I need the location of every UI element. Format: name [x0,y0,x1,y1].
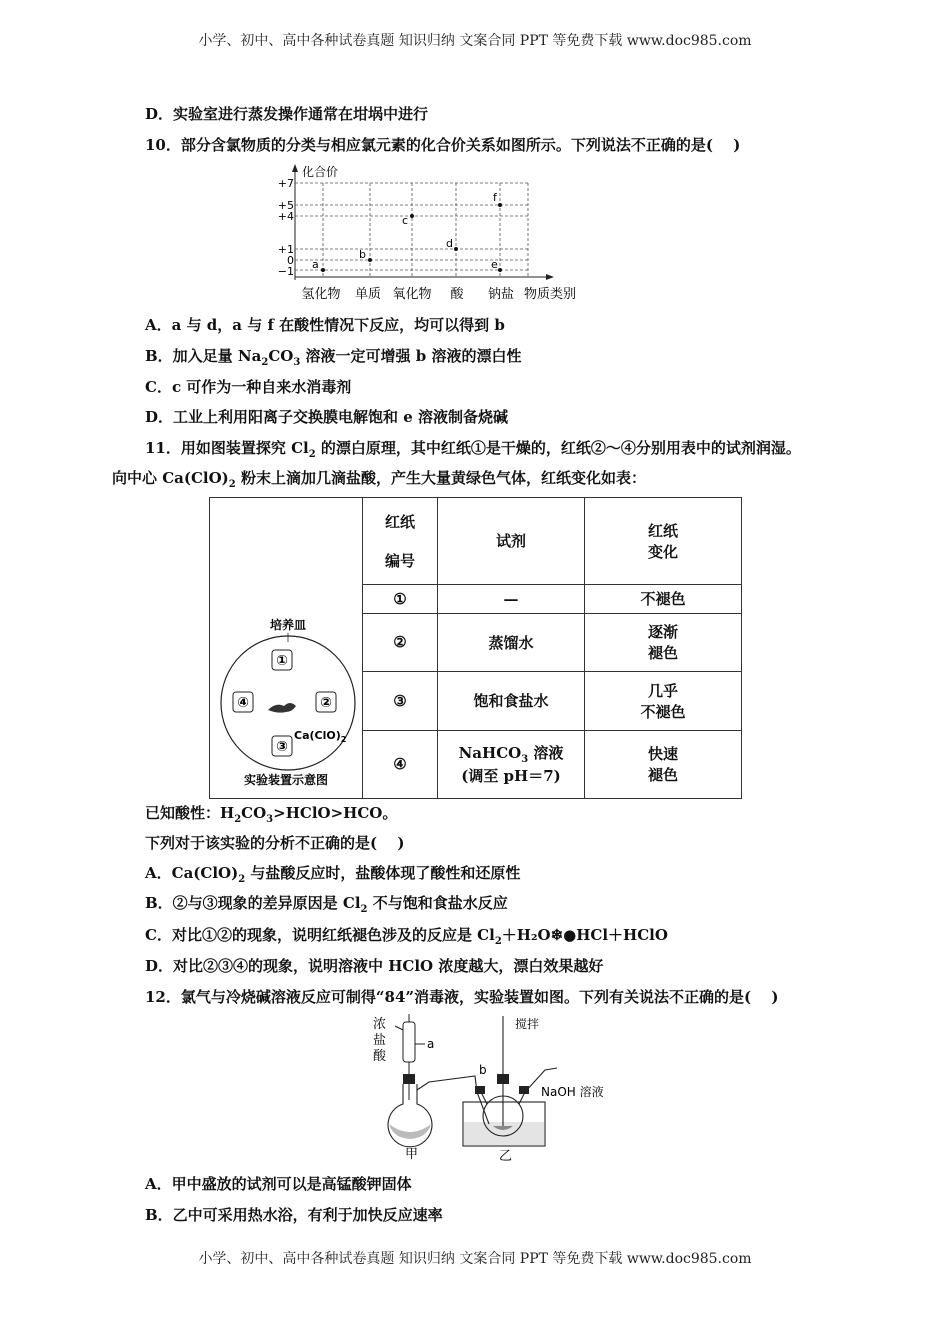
figure-caption: 实验装置示意图 [243,773,329,787]
xlabel-element: 单质 [354,287,382,302]
row3-change: 几乎 不褪色 [585,672,742,730]
q12-stem: 12．氯气与冷烧碱溶液反应可制得“84”消毒液，实验装置如图。下列有关说法不正确的是( ) [145,988,779,1006]
row4-change: 快速 褪色 [585,730,742,799]
ytick-neg1: −1 [277,265,294,278]
point-c [410,214,414,218]
valence-chart [270,160,590,305]
q10-stem: 10．部分含氯物质的分类与相应氯元素的化合价关系如图所示。下列说法不正确的是( ) [145,136,741,154]
q11-option-b: B．②与③现象的差异原因是 $Cl_2$ 不与饱和食盐水反应 [145,894,508,915]
acid-label-1: 浓 [373,1017,387,1032]
q12-option-b: B．乙中可采用热水浴，有利于加快反应速率 [145,1206,443,1224]
label-a: a [427,1037,435,1051]
page-footer: 小学、初中、高中各种试卷真题 知识归纳 文案合同 PPT 等免费下载 www.doc985.com [198,1251,752,1267]
xlabel-acid: 酸 [450,287,464,302]
point-d [454,247,458,251]
acid-label-2: 盐 [373,1033,387,1048]
q10-option-d: D．工业上利用阳离子交换膜电解饱和 e 溶液制备烧碱 [145,408,508,426]
experiment-table [209,497,742,799]
label-f: f [493,191,497,204]
row4-no: ④ [363,730,438,799]
q11-stem-1: 11．用如图装置探究 $Cl_2$ 的漂白原理，其中红纸①是干燥的，红纸②～④分别用表中的试剂润湿。 [145,439,801,460]
xlabel-salt: 钠盐 [487,287,515,302]
q10-option-b: B．加入足量 $Na_2CO_3$ 溶液一定可增强 b 溶液的漂白性 [145,347,522,368]
ytick-5: +5 [277,199,294,212]
center-powder-label: $Ca(ClO)_2$ [294,729,347,744]
paper-3: ③ [276,739,288,755]
label-b: b [359,248,366,261]
label-naoh: NaOH 溶液 [541,1085,604,1099]
paper-1: ① [276,653,288,669]
label-jia: 甲 [405,1147,419,1162]
xlabel-category: 物质类别 [523,287,577,302]
row3-reagent: 饱和食盐水 [438,672,585,730]
q11-ask: 下列对于该实验的分析不正确的是( ) [145,834,405,852]
xlabel-hydride: 氢化物 [301,287,341,302]
q10-option-a: A．a 与 d，a 与 f 在酸性情况下反应，均可以得到 b [145,316,505,334]
q11-option-a: A．$Ca(ClO)_2$ 与盐酸反应时，盐酸体现了酸性和还原性 [145,864,521,885]
label-e: e [491,258,498,271]
powder-pile [268,703,296,713]
row2-reagent: 蒸馏水 [438,613,585,671]
q12-option-a: A．甲中盛放的试剂可以是高锰酸钾固体 [145,1175,412,1193]
point-a [321,268,325,272]
xlabel-oxide: 氧化物 [392,287,432,302]
paper-4: ④ [237,695,249,711]
ytick-1: +1 [277,243,294,256]
point-f [498,203,502,207]
q11-option-d: D．对比②③④的现象，说明溶液中 HClO 浓度越大，漂白效果越好 [145,957,604,975]
q10-option-c: C．c 可作为一种自来水消毒剂 [145,378,352,396]
row1-no: ① [363,584,438,613]
point-b [368,258,372,262]
ytick-4: +4 [277,210,294,223]
q11-stem-2: 向中心 $Ca(ClO)_2$ 粉末上滴加几滴盐酸，产生大量黄绿色气体，红纸变化如表： [112,469,646,490]
row1-change: 不褪色 [585,584,742,613]
label-yi: 乙 [499,1149,513,1164]
row3-no: ③ [363,672,438,730]
row1-reagent: — [438,584,585,613]
q9-option-d: D．实验室进行蒸发操作通常在坩埚中进行 [145,105,429,123]
th-paper-no: 红纸 编号 [363,498,438,585]
paper-2: ② [320,695,332,711]
petri-dish-figure [210,498,362,798]
page-header: 小学、初中、高中各种试卷真题 知识归纳 文案合同 PPT 等免费下载 www.doc985.com [198,33,752,49]
dish-label: 培养皿 [270,618,307,632]
th-reagent: 试剂 [438,498,585,585]
ytick-7: +7 [277,177,294,190]
row4-reagent: NaHCO$_3$ 溶液 (调至 pH＝7) [438,730,585,799]
ytick-0: 0 [287,254,294,267]
apparatus-figure-cell [210,498,363,799]
label-d: d [446,237,453,250]
label-b: b [479,1063,487,1077]
row2-change: 逐渐 褪色 [585,613,742,671]
chart-ylabel: 化合价 [302,165,339,179]
q11-acidity: 已知酸性：$H_2CO_3>HClO>HCO$。 [145,804,398,825]
acid-label-3: 酸 [373,1049,387,1064]
label-c: c [402,214,409,227]
apparatus-figure [365,1012,625,1164]
q11-option-c: C．对比①②的现象，说明红纸褪色涉及的反应是 $Cl_2+H_2O❄●HCl+HClO$ [145,926,668,947]
th-change: 红纸 变化 [585,498,742,585]
label-stir: 搅拌 [515,1017,540,1031]
point-e [498,268,502,272]
label-a: a [312,258,319,271]
row2-no: ② [363,613,438,671]
